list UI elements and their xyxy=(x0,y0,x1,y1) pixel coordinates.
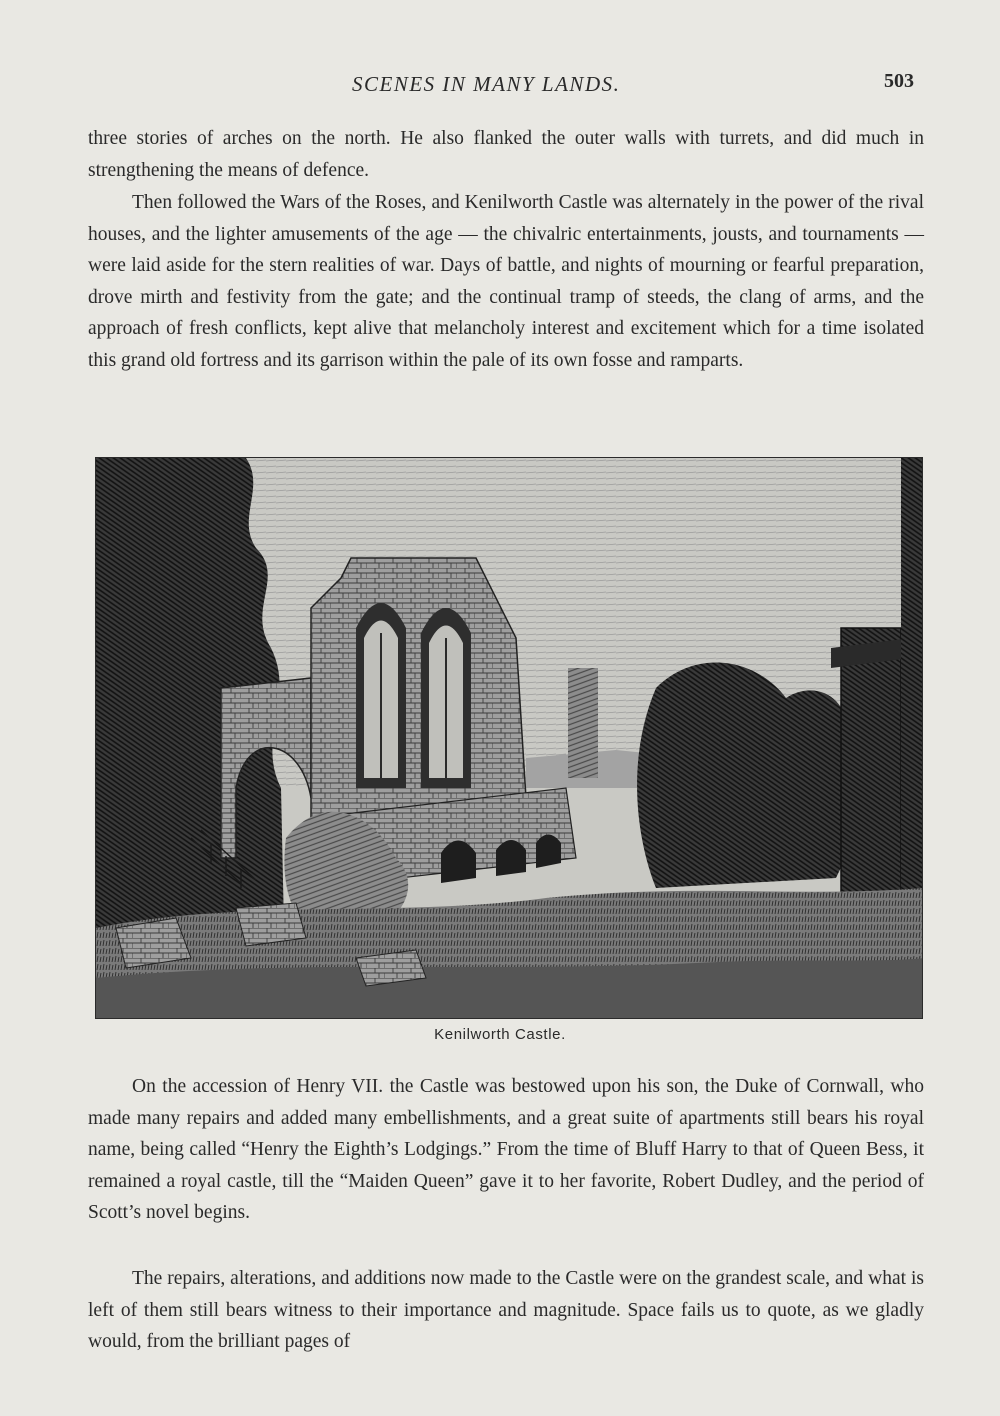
engraving-illustration xyxy=(95,457,923,1019)
running-title: SCENES IN MANY LANDS. xyxy=(352,72,621,96)
paragraph-4: The repairs, alterations, and additions now made to the Castle were on the grandest scale, and what is left of them still bears witness to their importance and magnitude. Space fails us to quote, as we gladly would, from the brilliant pages of xyxy=(88,1268,924,1352)
paragraph-1: three stories of arches on the north. He also flanked the outer walls with turrets, and did much in strengthening the means of defence. xyxy=(88,128,924,181)
page-number: 503 xyxy=(884,70,914,92)
paragraph-2: Then followed the Wars of the Roses, and Kenilworth Castle was alternately in the power of the rival houses, and the lighter amusements of the age — the chivalric entertainments, jousts, and tournaments — were laid aside for the stern realities of war. Days of battle, and nights of mourning or fearful preparation, drove mirth and festivity from the gate; and the continual tramp of steeds, the clang of arms, and the approach of fresh conflicts, kept alive that melancholy interest and excitement which for a time isolated this grand old fortress and its garrison within the pale of its own fosse and ramparts. xyxy=(88,192,924,371)
figure-caption: Kenilworth Castle. xyxy=(434,1026,566,1043)
paragraph-3: On the accession of Henry VII. the Castle was bestowed upon his son, the Duke of Cornwall, who made many repairs and added many embellishments, and a great suite of apartments still bears his royal name, being called “Henry the Eighth’s Lodgings.” From the time of Bluff Harry to that of Queen Bess, it remained a royal castle, till the “Maiden Queen” gave it to her favorite, Robert Dudley, and the period of Scott’s novel begins. xyxy=(88,1076,924,1223)
running-head xyxy=(0,66,1000,100)
